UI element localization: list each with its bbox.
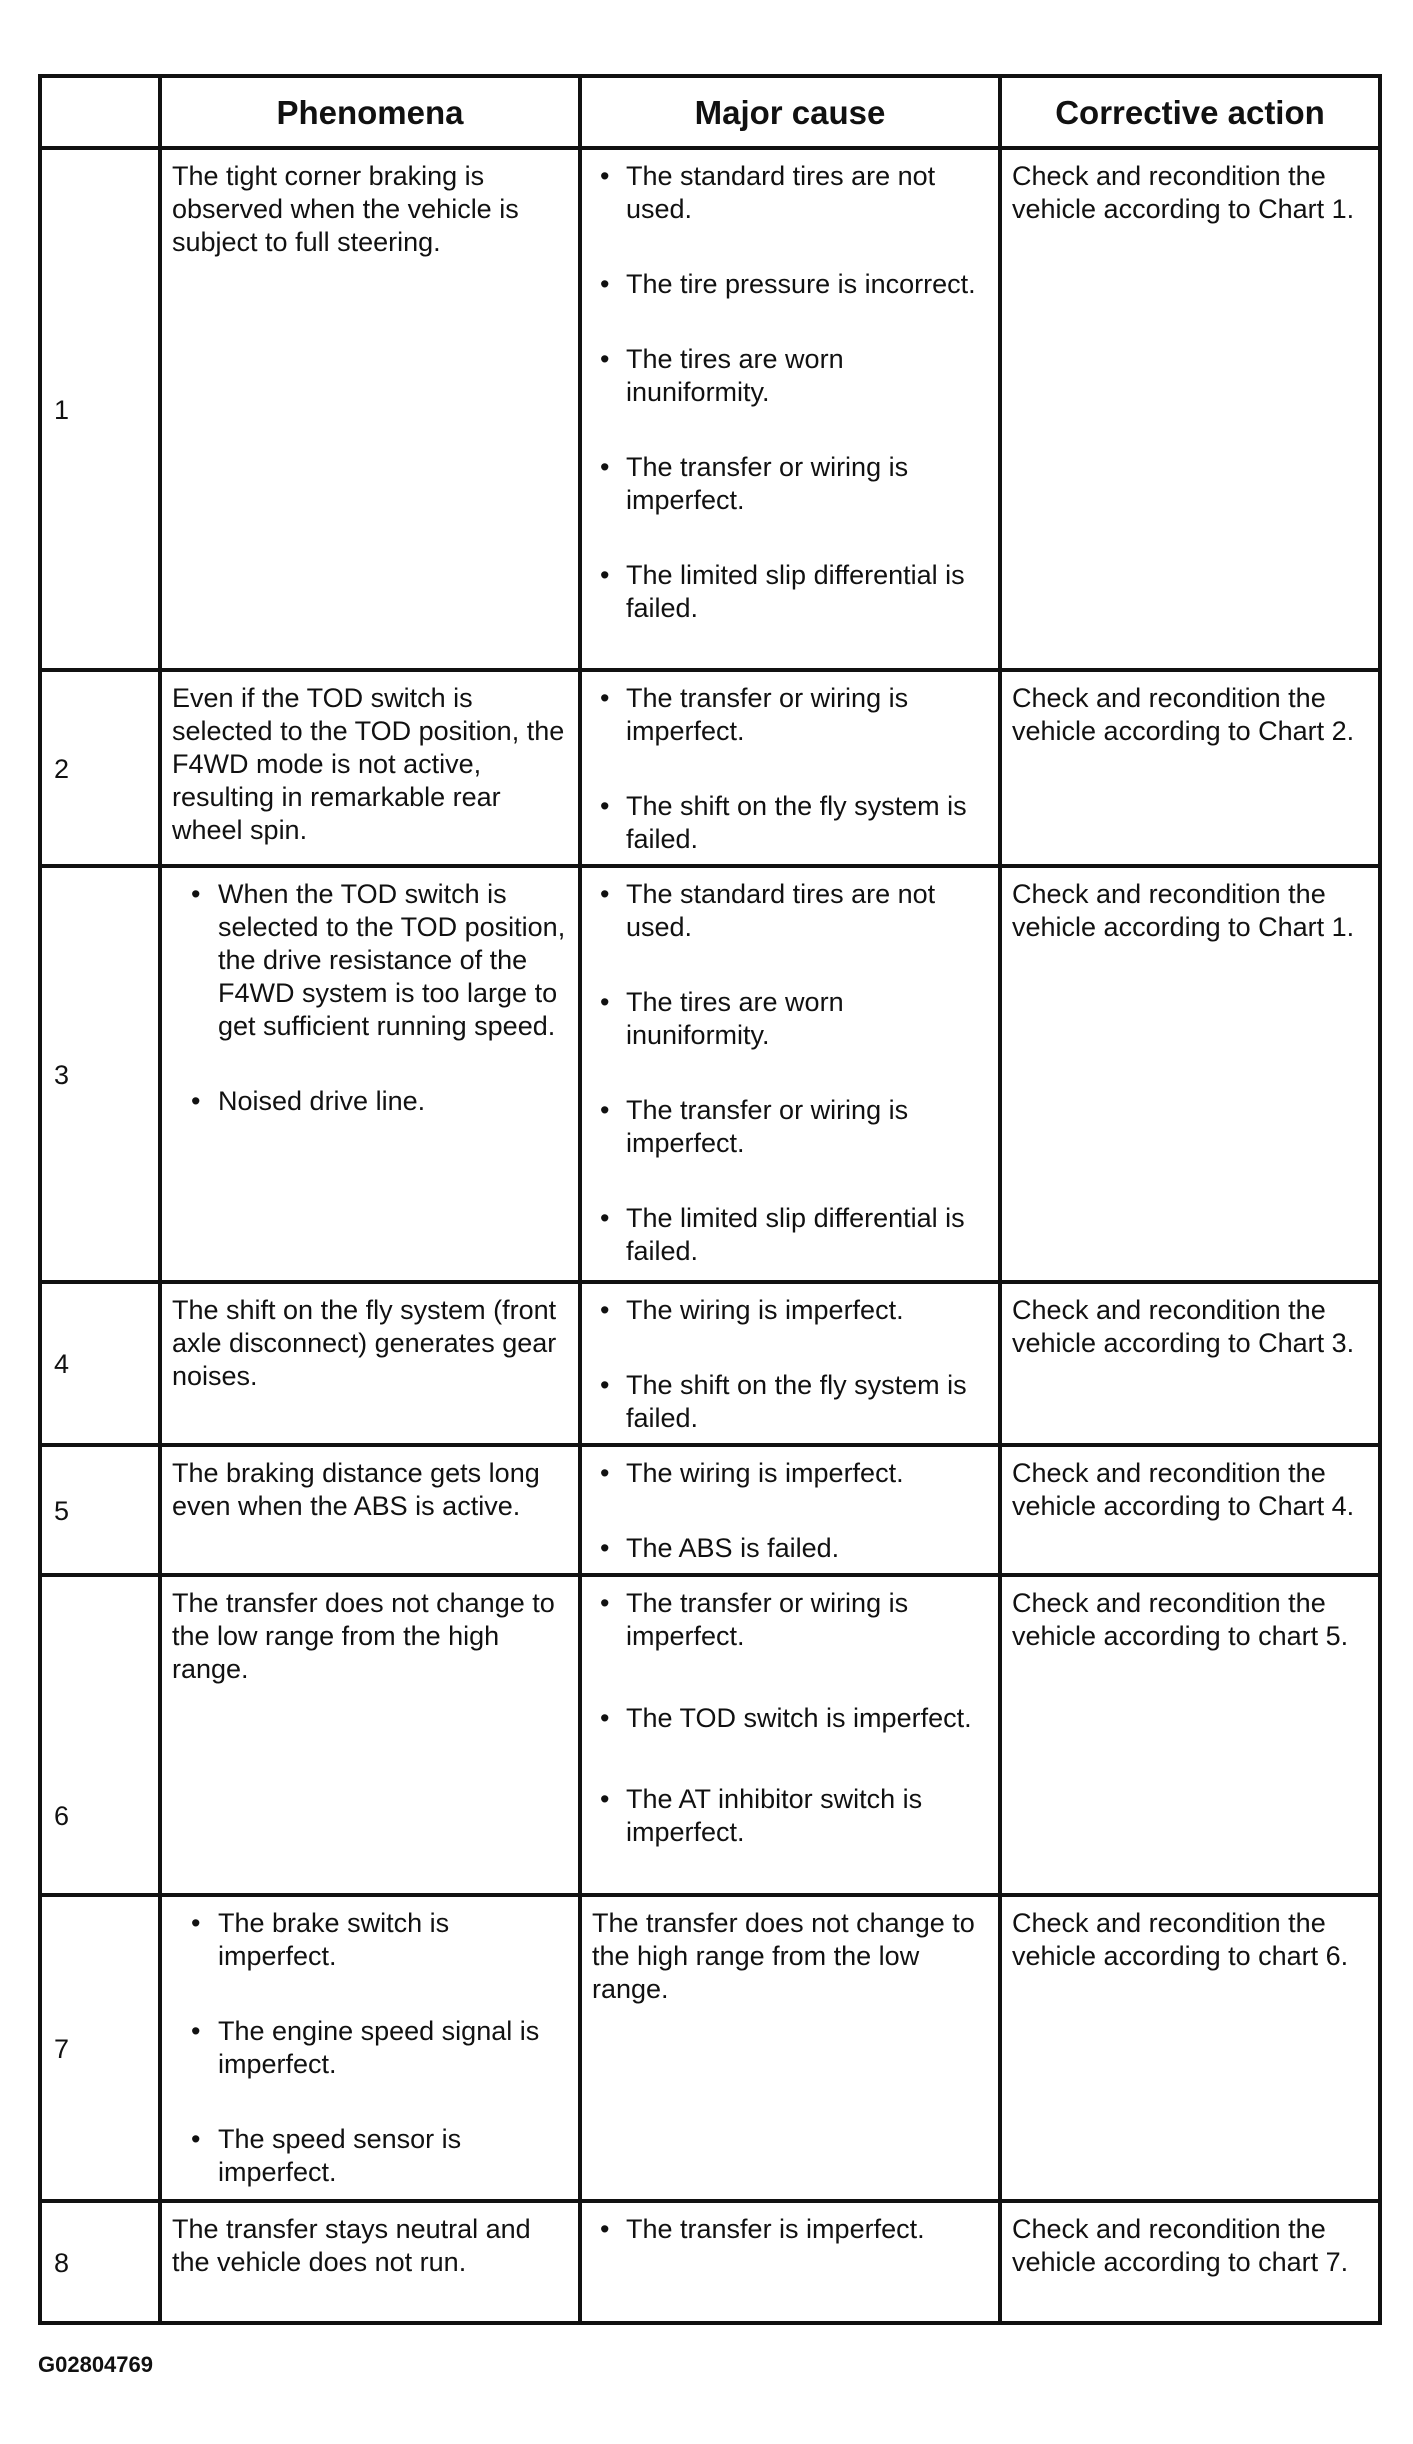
table-row	[40, 866, 1380, 1282]
cause-item: • The TOD switch is imperfect.	[626, 1695, 988, 1741]
phenomena-cell: The tight corner braking is observed when the vehicle is subject to full steering.	[160, 148, 580, 670]
phenomena-item: • When the TOD switch is selected to the TOD position, the drive resistance of the F4WD system is too large to get sufficient running speed.	[218, 878, 568, 1043]
header-phenomena: Phenomena	[160, 76, 580, 148]
action-cell: Check and recondition the vehicle according to Chart 1.	[1000, 866, 1380, 1282]
table-row	[40, 1282, 1380, 1445]
phenomena-cell: The transfer stays neutral and the vehicle does not run.	[160, 2201, 580, 2323]
cause-list	[592, 682, 988, 856]
table-row	[40, 1575, 1380, 1895]
cause-item: • The shift on the fly system is failed.	[626, 790, 988, 856]
table-row	[40, 2201, 1380, 2323]
action-cell: Check and recondition the vehicle according to Chart 4.	[1000, 1445, 1380, 1575]
table-row	[40, 670, 1380, 866]
cause-cell	[580, 866, 1000, 1282]
cause-item: • The transfer or wiring is imperfect.	[626, 682, 988, 748]
cause-item: • The wiring is imperfect.	[626, 1294, 988, 1327]
table-row	[40, 1895, 1380, 2201]
action-cell: Check and recondition the vehicle according to chart 7.	[1000, 2201, 1380, 2323]
cause-list	[592, 1587, 988, 1849]
cause-item: • The transfer or wiring is imperfect.	[626, 1587, 988, 1653]
row-number: 2	[40, 670, 160, 866]
phenomena-cell	[160, 866, 580, 1282]
cause-item: • The tires are worn inuniformity.	[626, 986, 988, 1052]
cause-cell: The transfer does not change to the high range from the low range.	[580, 1895, 1000, 2201]
phenomena-item: • The speed sensor is imperfect.	[218, 2123, 568, 2189]
header-row	[40, 76, 1380, 148]
header-number	[40, 76, 160, 148]
phenomena-list	[172, 1907, 568, 2189]
phenomena-item: • The engine speed signal is imperfect.	[218, 2015, 568, 2081]
action-cell: Check and recondition the vehicle according to Chart 1.	[1000, 148, 1380, 670]
cause-item: • The tires are worn inuniformity.	[626, 343, 988, 409]
phenomena-list	[172, 878, 568, 1118]
cause-list	[592, 1294, 988, 1435]
row-number: 4	[40, 1282, 160, 1445]
cause-item: • The tire pressure is incorrect.	[626, 268, 988, 301]
row-number: 7	[40, 1895, 160, 2201]
cause-item: • The standard tires are not used.	[626, 160, 988, 226]
phenomena-cell: The braking distance gets long even when the ABS is active.	[160, 1445, 580, 1575]
cause-item: • The wiring is imperfect.	[626, 1457, 988, 1490]
cause-item: • The limited slip differential is failed.	[626, 559, 988, 625]
cause-list	[592, 1457, 988, 1565]
phenomena-item: • The brake switch is imperfect.	[218, 1907, 568, 1973]
cause-cell	[580, 1445, 1000, 1575]
cause-list	[592, 878, 988, 1268]
table-row	[40, 148, 1380, 670]
figure-code: G02804769	[38, 2352, 153, 2377]
cause-item: • The AT inhibitor switch is imperfect.	[626, 1783, 988, 1849]
header-major-cause: Major cause	[580, 76, 1000, 148]
cause-cell	[580, 670, 1000, 866]
action-cell: Check and recondition the vehicle according to Chart 2.	[1000, 670, 1380, 866]
cause-item: • The limited slip differential is failed.	[626, 1202, 988, 1268]
row-number: 3	[40, 866, 160, 1282]
phenomena-cell: The shift on the fly system (front axle disconnect) generates gear noises.	[160, 1282, 580, 1445]
cause-cell	[580, 148, 1000, 670]
cause-item: • The shift on the fly system is failed.	[626, 1369, 988, 1435]
cause-list	[592, 160, 988, 625]
phenomena-cell: The transfer does not change to the low range from the high range.	[160, 1575, 580, 1895]
phenomena-cell: Even if the TOD switch is selected to the TOD position, the F4WD mode is not active, resulting in remarkable rear wheel spin.	[160, 670, 580, 866]
cause-item: • The transfer or wiring is imperfect.	[626, 1094, 988, 1160]
cause-cell	[580, 1282, 1000, 1445]
cause-cell	[580, 1575, 1000, 1895]
cause-item: • The transfer or wiring is imperfect.	[626, 451, 988, 517]
cause-item: • The transfer is imperfect.	[626, 2213, 988, 2246]
row-number: 5	[40, 1445, 160, 1575]
action-cell: Check and recondition the vehicle according to chart 6.	[1000, 1895, 1380, 2201]
action-cell: Check and recondition the vehicle according to Chart 3.	[1000, 1282, 1380, 1445]
phenomena-cell	[160, 1895, 580, 2201]
phenomena-item: • Noised drive line.	[218, 1085, 568, 1118]
table-row	[40, 1445, 1380, 1575]
cause-item: • The standard tires are not used.	[626, 878, 988, 944]
row-number: 6	[40, 1575, 160, 1895]
row-number: 1	[40, 148, 160, 670]
header-corrective-action: Corrective action	[1000, 76, 1380, 148]
troubleshooting-table	[38, 74, 1382, 2325]
cause-list	[592, 2213, 988, 2246]
action-cell: Check and recondition the vehicle according to chart 5.	[1000, 1575, 1380, 1895]
cause-cell	[580, 2201, 1000, 2323]
row-number: 8	[40, 2201, 160, 2323]
cause-item: • The ABS is failed.	[626, 1532, 988, 1565]
